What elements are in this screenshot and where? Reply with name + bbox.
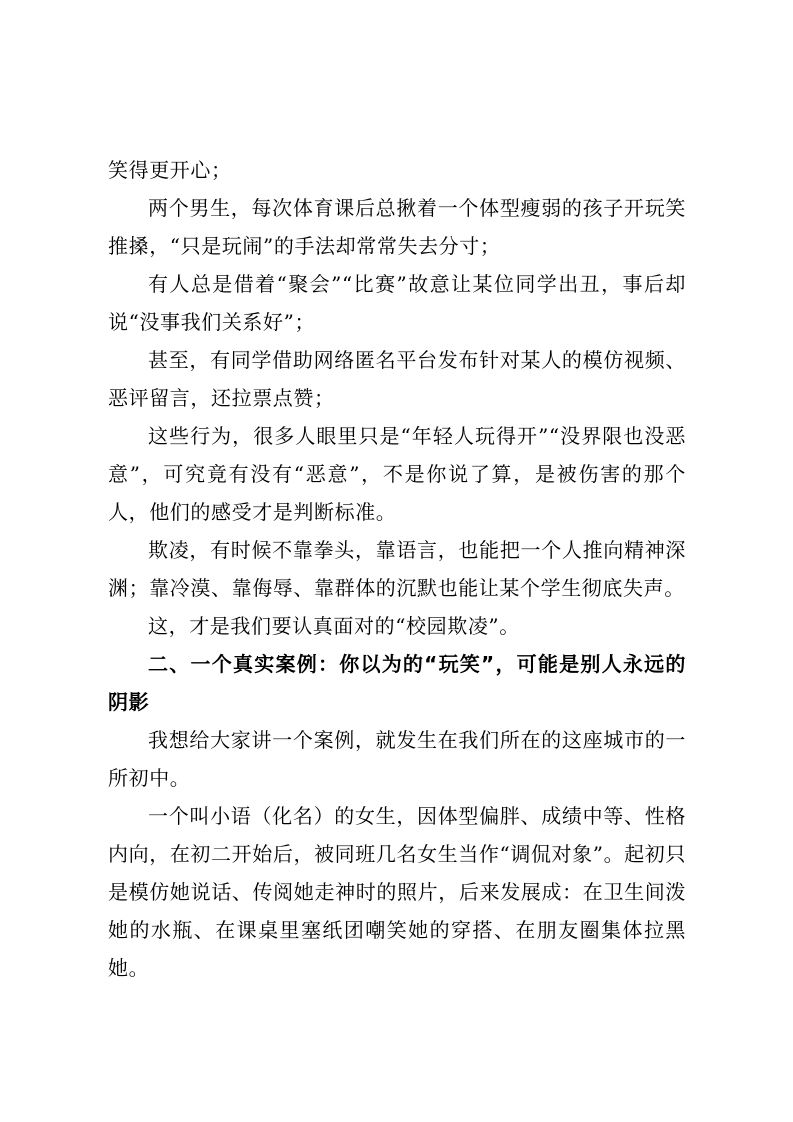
paragraph-case-intro: 我想给大家讲一个案例，就发生在我们所在的这座城市的一所初中。	[108, 728, 686, 790]
paragraph-boys-pushing: 两个男生，每次体育课后总揪着一个体型瘦弱的孩子开玩笑推搡，“只是玩闹”的手法却常常失去分寸；	[108, 196, 686, 258]
paragraph-gathering-embarrass: 有人总是借着“聚会”“比赛”故意让某位同学出丑，事后却说“没事我们关系好”；	[108, 272, 686, 334]
paragraph-case-story: 一个叫小语（化名）的女生，因体型偏胖、成绩中等、性格内向，在初二开始后，被同班几名女生当作“调侃对象”。起初只是模仿她说话、传阅她走神时的照片，后来发展成：在卫生间泼她的水瓶、在课桌里塞纸团嘲笑她的穿搭、在朋友圈集体拉黑她。	[108, 804, 686, 980]
paragraph-online-abuse: 甚至，有同学借助网络匿名平台发布针对某人的模仿视频、恶评留言，还拉票点赞；	[108, 348, 686, 410]
paragraph-continuation: 笑得更开心；	[108, 158, 232, 182]
document-body	[108, 151, 686, 987]
paragraph-malice-judgement: 这些行为，很多人眼里只是“年轻人玩得开”“没界限也没恶意”，可究竟有没有“恶意”，不是你说了算，是被伤害的那个人，他们的感受才是判断标准。	[108, 424, 686, 524]
paragraph-bullying-definition: 欺凌，有时候不靠拳头，靠语言，也能把一个人推向精神深渊；靠冷漠、靠侮辱、靠群体的沉默也能让某个学生彻底失声。	[108, 538, 686, 600]
paragraph-face-bullying: 这，才是我们要认真面对的“校园欺凌”。	[148, 614, 520, 638]
section-heading-case: 二、一个真实案例：你以为的“玩笑”，可能是别人永远的阴影	[108, 652, 686, 714]
